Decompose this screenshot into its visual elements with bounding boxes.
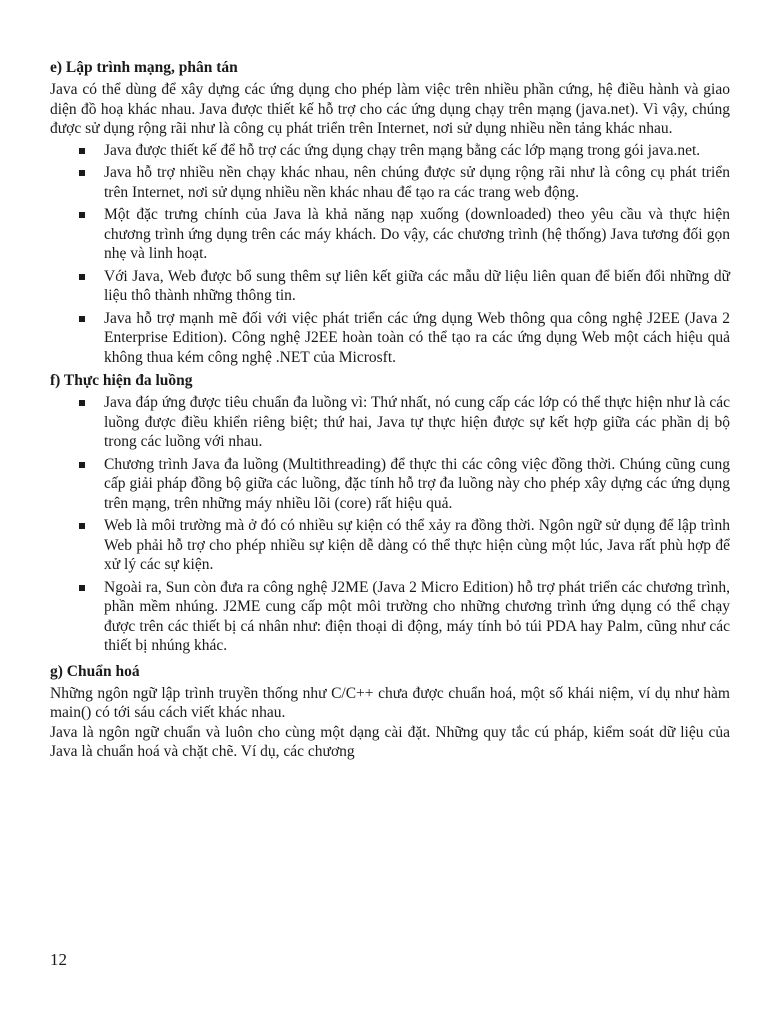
section-g-heading: g) Chuẩn hoá — [50, 662, 140, 680]
list-item — [50, 163, 730, 202]
bullet-square-icon — [79, 316, 85, 322]
list-item — [50, 516, 730, 575]
section-f-bullet-list — [50, 393, 730, 656]
list-item — [50, 141, 730, 161]
section-g-paragraph-2: Java là ngôn ngữ chuẩn và luôn cho cùng một dạng cài đặt. Những quy tắc cú pháp, kiểm soát dữ liệu của Java là chuẩn hoá và chặt chẽ. Ví dụ, các chương — [50, 723, 730, 760]
page-number: 12 — [50, 950, 67, 969]
list-item — [50, 455, 730, 514]
bullet-square-icon — [79, 400, 85, 406]
bullet-square-icon — [79, 274, 85, 280]
list-item-text: Ngoài ra, Sun còn đưa ra công nghệ J2ME (Java 2 Micro Edition) hỗ trợ phát triển các chương trình, phần mềm nhúng. J2ME cung cấp một môi trường cho những chương trình ứng dụng có thể chạy được trên các thiết bị cá nhân như: điện thoại di động, máy tính bỏ túi PDA hay Palm, cũng như các thiết bị nhúng khác. — [104, 578, 730, 654]
bullet-square-icon — [79, 523, 85, 529]
list-item-text: Java được thiết kế để hỗ trợ các ứng dụng chạy trên mạng bằng các lớp mạng trong gói java.net. — [104, 141, 701, 159]
section-e-bullet-list — [50, 141, 730, 368]
list-item — [50, 578, 730, 656]
list-item — [50, 267, 730, 306]
list-item — [50, 393, 730, 452]
list-item-text: Web là môi trường mà ở đó có nhiều sự kiện có thể xảy ra đồng thời. Ngôn ngữ sử dụng để lập trình Web phải hỗ trợ cho phép nhiều sự kiện dễ dàng có thể thực hiện cùng một lúc, Java rất phù hợp để xử lý các sự kiện. — [104, 517, 730, 573]
section-g — [50, 662, 730, 762]
list-item-text: Java đáp ứng được tiêu chuẩn đa luồng vì: Thứ nhất, nó cung cấp các lớp có thể thực hiện như là các luồng được điều khiển riêng biệt; thứ hai, Java tự thực hiện được sự kết hợp giữa các phần dị bộ trong các luồng với nhau. — [104, 394, 730, 450]
list-item — [50, 309, 730, 368]
section-e-heading: e) Lập trình mạng, phân tán — [50, 59, 238, 76]
section-f — [50, 371, 730, 656]
bullet-square-icon — [79, 462, 85, 468]
section-f-heading: f) Thực hiện đa luồng — [50, 372, 193, 389]
list-item-text: Java hỗ trợ mạnh mẽ đối với việc phát triển các ứng dụng Web thông qua công nghệ J2EE (Java 2 Enterprise Edition). Công nghệ J2EE hoàn toàn có thể tạo ra các ứng dụng Web một cách hiệu quả không thua kém công nghệ .NET của Microsft. — [104, 309, 730, 366]
list-item-text: Với Java, Web được bổ sung thêm sự liên kết giữa các mẫu dữ liệu liên quan để biến đổi những dữ liệu thô thành những thông tin. — [104, 267, 730, 304]
bullet-square-icon — [79, 212, 85, 218]
list-item-text: Một đặc trưng chính của Java là khả năng nạp xuống (downloaded) theo yêu cầu và thực hiện chương trình ứng dụng trên các máy khách. Do vậy, các chương trình (hệ thống) Java tương đối gọn nhẹ và linh hoạt. — [104, 206, 730, 262]
list-item-text: Java hỗ trợ nhiều nền chạy khác nhau, nên chúng được sử dụng rộng rãi như là công cụ phát triển trên Internet, nơi sử dụng nhiều nền khác nhau để tạo ra các trang web động. — [104, 164, 730, 201]
list-item — [50, 205, 730, 264]
section-e-intro: Java có thể dùng để xây dựng các ứng dụng cho phép làm việc trên nhiều phần cứng, hệ điều hành và giao diện đồ hoạ khác nhau. Java được thiết kế hỗ trợ cho các ứng dụng chạy trên mạng (java.net). Vì vậy, chúng được sử dụng rộng rãi như là công cụ phát triển trên Internet, nơi sử dụng nhiều nền tảng khác nhau. — [50, 81, 730, 137]
section-e — [50, 58, 730, 367]
bullet-square-icon — [79, 170, 85, 176]
bullet-square-icon — [79, 148, 85, 154]
page-content — [50, 58, 730, 762]
list-item-text: Chương trình Java đa luồng (Multithreading) để thực thi các công việc đồng thời. Chúng cũng cung cấp giải pháp đồng bộ giữa các luồng, đặc tính hỗ trợ đa luồng này cho phép xây dựng các ứng dụng trên mạng, trên những máy nhiều lõi (core) rất hiệu quả. — [104, 455, 730, 512]
section-g-paragraph-1: Những ngôn ngữ lập trình truyền thống như C/C++ chưa được chuẩn hoá, một số khái niệm, ví dụ như hàm main() có tới sáu cách viết khác nhau. — [50, 684, 730, 721]
bullet-square-icon — [79, 585, 85, 591]
